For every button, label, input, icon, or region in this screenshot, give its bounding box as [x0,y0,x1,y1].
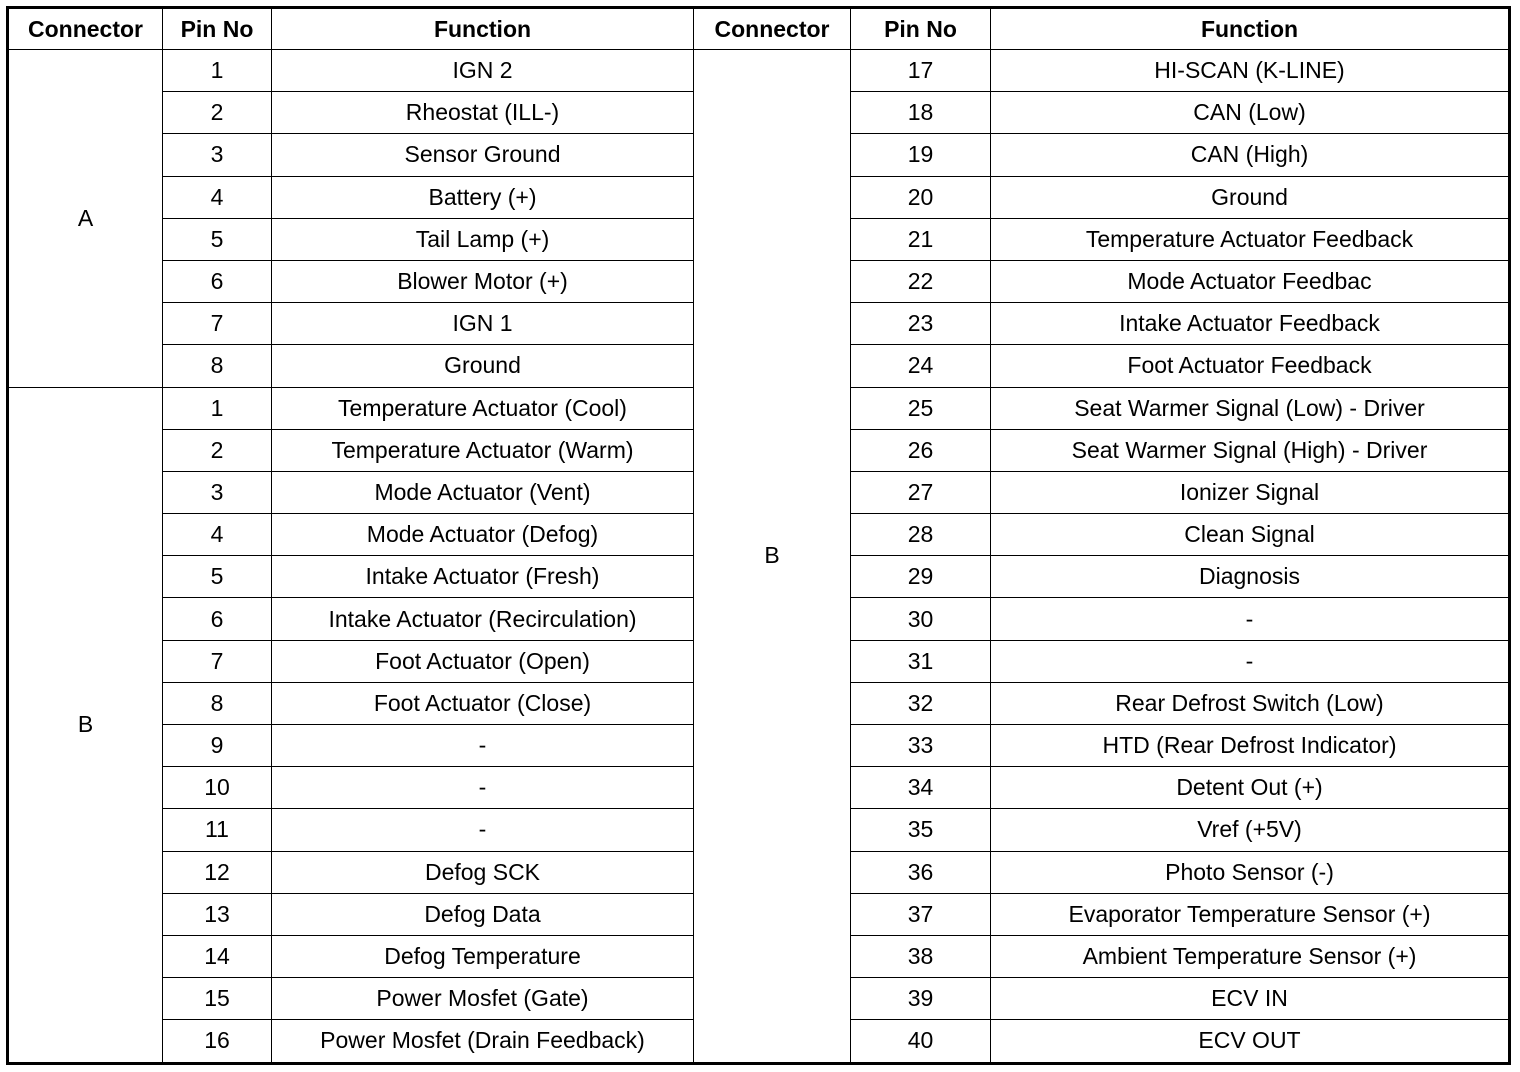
pin-number-cell-right: 23 [851,303,991,345]
function-cell-left: Intake Actuator (Recirculation) [272,598,694,640]
function-cell-right: Seat Warmer Signal (Low) - Driver [991,387,1510,429]
pin-number-cell-left: 10 [163,767,272,809]
pin-number-cell-left: 6 [163,260,272,302]
function-cell-right: - [991,640,1510,682]
pin-number-cell-left: 15 [163,978,272,1020]
header-function-right: Function [991,8,1510,50]
function-cell-left: Ground [272,345,694,387]
pin-number-cell-right: 34 [851,767,991,809]
pin-number-cell-left: 7 [163,303,272,345]
pin-number-cell-left: 9 [163,725,272,767]
function-cell-left: Mode Actuator (Vent) [272,471,694,513]
pin-number-cell-left: 8 [163,345,272,387]
function-cell-right: HI-SCAN (K-LINE) [991,50,1510,92]
pin-number-cell-right: 26 [851,429,991,471]
function-cell-right: Evaporator Temperature Sensor (+) [991,893,1510,935]
pin-number-cell-right: 33 [851,725,991,767]
header-row [8,8,1510,50]
pin-number-cell-right: 21 [851,218,991,260]
function-cell-right: Intake Actuator Feedback [991,303,1510,345]
pin-number-cell-left: 2 [163,429,272,471]
function-cell-right: Diagnosis [991,556,1510,598]
pin-number-cell-left: 1 [163,387,272,429]
function-cell-left: Foot Actuator (Open) [272,640,694,682]
pin-number-cell-left: 14 [163,935,272,977]
pin-number-cell-left: 4 [163,176,272,218]
pin-number-cell-right: 28 [851,514,991,556]
connector-cell-right: B [694,50,851,1064]
function-cell-right: Seat Warmer Signal (High) - Driver [991,429,1510,471]
function-cell-left: IGN 2 [272,50,694,92]
function-cell-right: Temperature Actuator Feedback [991,218,1510,260]
function-cell-left: Defog Temperature [272,935,694,977]
pin-number-cell-right: 37 [851,893,991,935]
connector-cell-left: B [8,387,163,1063]
function-cell-right: Rear Defrost Switch (Low) [991,682,1510,724]
function-cell-left: Rheostat (ILL-) [272,92,694,134]
pin-number-cell-right: 22 [851,260,991,302]
header-connector-left: Connector [8,8,163,50]
function-cell-left: Temperature Actuator (Warm) [272,429,694,471]
function-cell-left: Blower Motor (+) [272,260,694,302]
function-cell-right: Ionizer Signal [991,471,1510,513]
pin-number-cell-left: 12 [163,851,272,893]
pin-number-cell-right: 17 [851,50,991,92]
function-cell-right: Mode Actuator Feedbac [991,260,1510,302]
pin-number-cell-right: 18 [851,92,991,134]
function-cell-right: CAN (High) [991,134,1510,176]
pin-number-cell-right: 36 [851,851,991,893]
function-cell-right: Vref (+5V) [991,809,1510,851]
function-cell-left: Tail Lamp (+) [272,218,694,260]
function-cell-left: Foot Actuator (Close) [272,682,694,724]
function-cell-right: Detent Out (+) [991,767,1510,809]
pin-number-cell-left: 5 [163,556,272,598]
pin-number-cell-right: 20 [851,176,991,218]
function-cell-right: Foot Actuator Feedback [991,345,1510,387]
pin-number-cell-left: 5 [163,218,272,260]
connector-cell-left: A [8,50,163,388]
function-cell-right: HTD (Rear Defrost Indicator) [991,725,1510,767]
pin-number-cell-left: 7 [163,640,272,682]
pin-number-cell-left: 11 [163,809,272,851]
pin-number-cell-right: 29 [851,556,991,598]
pin-number-cell-left: 4 [163,514,272,556]
pin-number-cell-left: 1 [163,50,272,92]
function-cell-left: IGN 1 [272,303,694,345]
pin-number-cell-left: 3 [163,471,272,513]
function-cell-right: ECV IN [991,978,1510,1020]
header-connector-right: Connector [694,8,851,50]
pinout-body [8,50,1510,1064]
function-cell-left: - [272,725,694,767]
function-cell-left: Sensor Ground [272,134,694,176]
pin-number-cell-right: 24 [851,345,991,387]
pin-number-cell-right: 31 [851,640,991,682]
function-cell-left: - [272,767,694,809]
pin-number-cell-right: 30 [851,598,991,640]
pin-number-cell-left: 2 [163,92,272,134]
function-cell-right: Ground [991,176,1510,218]
pin-number-cell-left: 3 [163,134,272,176]
function-cell-left: Defog Data [272,893,694,935]
function-cell-left: Power Mosfet (Gate) [272,978,694,1020]
table-row [8,50,1510,92]
pin-number-cell-right: 40 [851,1020,991,1063]
pin-number-cell-left: 8 [163,682,272,724]
function-cell-right: Clean Signal [991,514,1510,556]
function-cell-left: Mode Actuator (Defog) [272,514,694,556]
function-cell-right: - [991,598,1510,640]
function-cell-left: - [272,809,694,851]
function-cell-right: Ambient Temperature Sensor (+) [991,935,1510,977]
function-cell-right: CAN (Low) [991,92,1510,134]
pin-number-cell-right: 35 [851,809,991,851]
function-cell-left: Intake Actuator (Fresh) [272,556,694,598]
pin-number-cell-right: 27 [851,471,991,513]
pin-number-cell-right: 32 [851,682,991,724]
function-cell-left: Temperature Actuator (Cool) [272,387,694,429]
function-cell-right: ECV OUT [991,1020,1510,1063]
connector-pinout-table [6,6,1511,1065]
function-cell-right: Photo Sensor (-) [991,851,1510,893]
header-pin-no-left: Pin No [163,8,272,50]
header-function-left: Function [272,8,694,50]
function-cell-left: Battery (+) [272,176,694,218]
pin-number-cell-right: 39 [851,978,991,1020]
pin-number-cell-right: 38 [851,935,991,977]
function-cell-left: Power Mosfet (Drain Feedback) [272,1020,694,1063]
pin-number-cell-right: 25 [851,387,991,429]
pin-number-cell-left: 16 [163,1020,272,1063]
pin-number-cell-left: 6 [163,598,272,640]
function-cell-left: Defog SCK [272,851,694,893]
pin-number-cell-right: 19 [851,134,991,176]
pin-number-cell-left: 13 [163,893,272,935]
header-pin-no-right: Pin No [851,8,991,50]
